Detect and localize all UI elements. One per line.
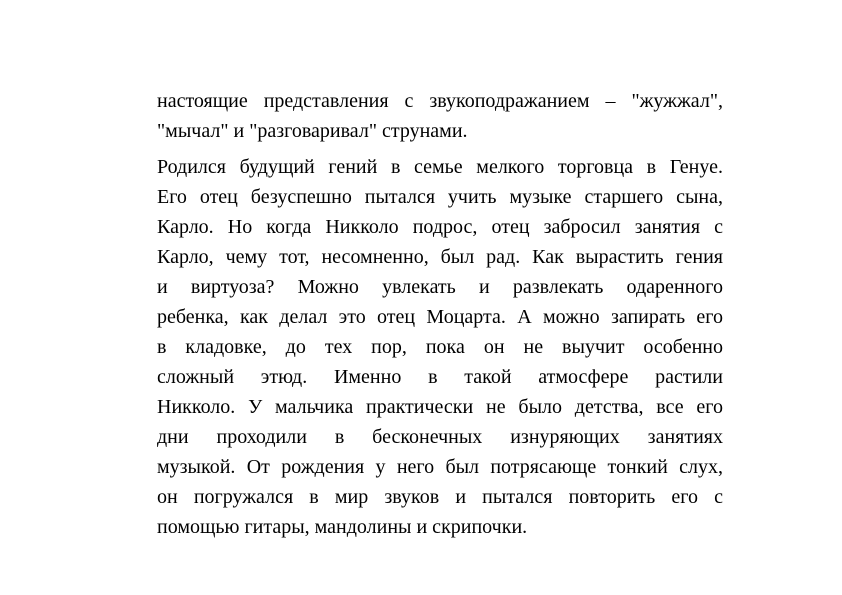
text-line: дни проходили в бесконечных изнуряющих занятиях xyxy=(157,426,723,448)
text-line: музыкой. От рождения у него был потрясающе тонкий слух, xyxy=(157,456,723,478)
text-line: сложный этюд. Именно в такой атмосфере растили xyxy=(157,366,723,388)
paragraph-1 xyxy=(157,86,723,146)
text-line: помощью гитары, мандолины и скрипочки. xyxy=(157,516,528,538)
body-text xyxy=(157,86,723,542)
text-line: настоящие представления с звукоподражанием – "жужжал", xyxy=(157,90,723,112)
text-line: Родился будущий гений в семье мелкого торговца в Генуе. xyxy=(157,156,723,178)
text-line: он погружался в мир звуков и пытался повторить его с xyxy=(157,486,723,508)
text-line: в кладовке, до тех пор, пока он не выучит особенно xyxy=(157,336,723,358)
text-line: Карло. Но когда Никколо подрос, отец забросил занятия с xyxy=(157,216,723,238)
text-line: Никколо. У мальчика практически не было детства, все его xyxy=(157,396,723,418)
text-line: Его отец безуспешно пытался учить музыке старшего сына, xyxy=(157,186,723,208)
text-line: и виртуоза? Можно увлекать и развлекать одаренного xyxy=(157,276,723,298)
paragraph-2 xyxy=(157,152,723,542)
text-line: ребенка, как делал это отец Моцарта. А можно запирать его xyxy=(157,306,723,328)
text-line: "мычал" и "разговаривал" струнами. xyxy=(157,120,468,142)
text-line: Карло, чему тот, несомненно, был рад. Как вырастить гения xyxy=(157,246,723,268)
